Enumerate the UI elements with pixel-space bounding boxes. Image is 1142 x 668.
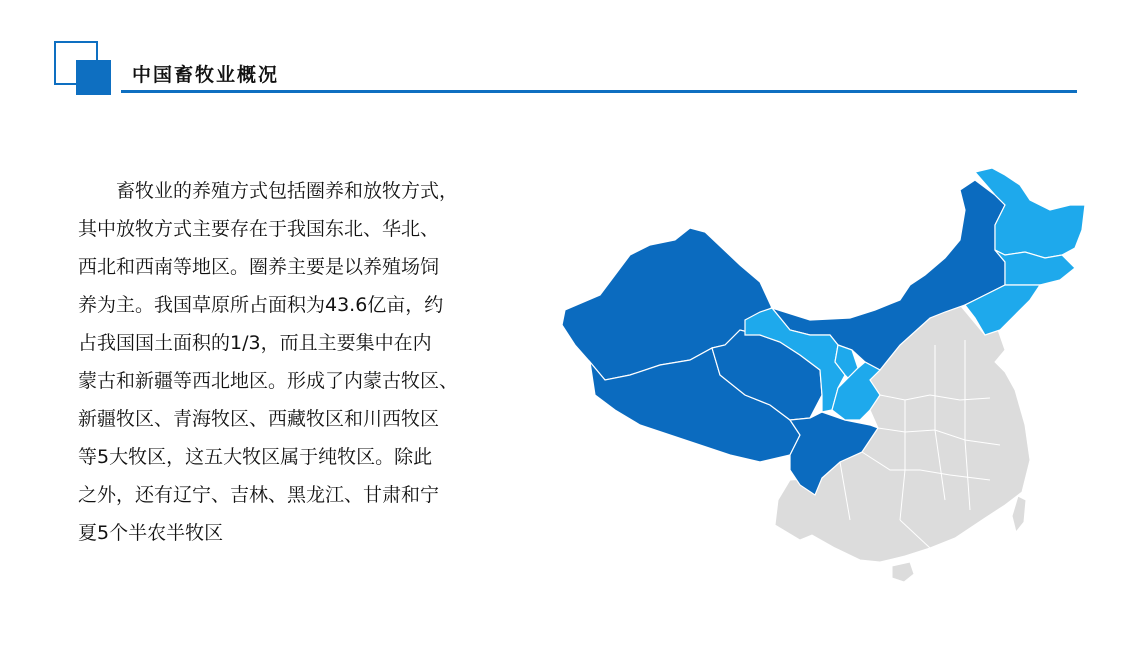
map-region-jilin: [995, 250, 1075, 285]
logo-filled-square: [76, 60, 111, 95]
body-line: 西北和西南等地区。圈养主要是以养殖场饲: [78, 256, 440, 278]
body-line: 占我国国土面积的1/3，而且主要集中在内: [78, 332, 432, 354]
page-title: 中国畜牧业概况: [132, 64, 280, 86]
body-line: 其中放牧方式主要存在于我国东北、华北、: [78, 218, 440, 240]
china-pastoral-map: [555, 160, 1095, 590]
map-region-taiwan: [1012, 496, 1026, 532]
body-line: 之外，还有辽宁、吉林、黑龙江、甘肃和宁: [78, 484, 440, 506]
map-region-hainan: [892, 562, 914, 582]
body-line: 蒙古和新疆等西北地区。形成了内蒙古牧区、: [78, 370, 459, 392]
body-paragraph: [78, 172, 508, 552]
body-line: 夏5个半农半牧区: [78, 522, 224, 544]
body-line: 新疆牧区、青海牧区、西藏牧区和川西牧区: [78, 408, 440, 430]
body-line: 养为主。我国草原所占面积为43.6亿亩，约: [78, 294, 444, 316]
body-line: 等5大牧区，这五大牧区属于纯牧区。除此: [78, 446, 433, 468]
header-divider: [121, 90, 1077, 93]
body-line: 畜牧业的养殖方式包括圈养和放牧方式，: [78, 180, 459, 202]
